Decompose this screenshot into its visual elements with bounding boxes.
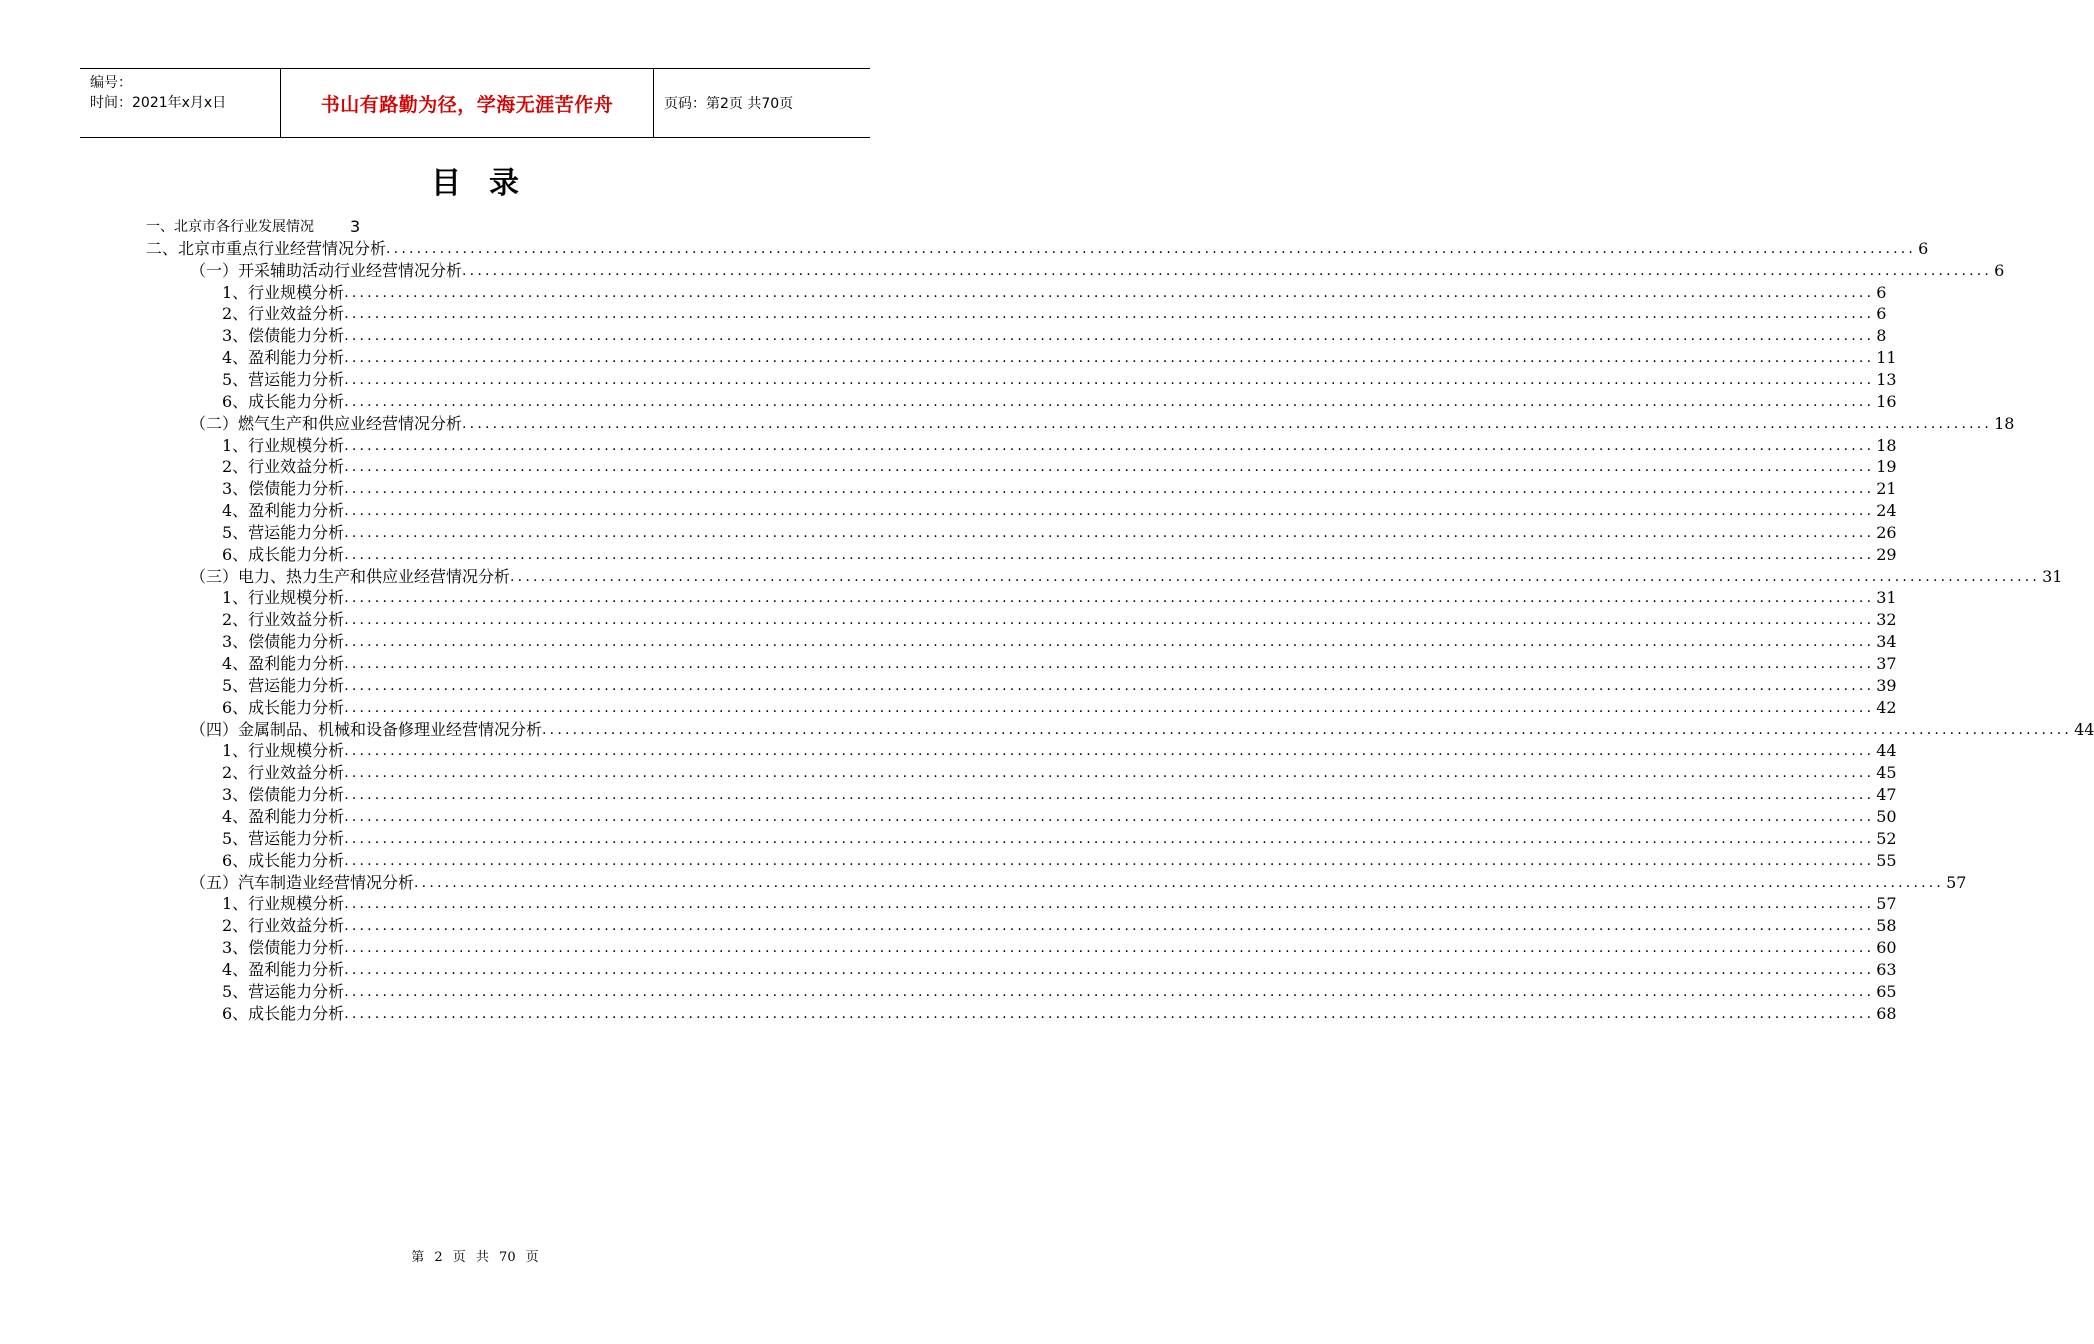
toc-entry[interactable] <box>222 828 1897 850</box>
toc-page-number: 18 <box>1876 435 1897 455</box>
toc-entry-title: 4、盈利能力分析 <box>222 348 345 368</box>
toc-leader-dots: ........................................................................................................................................................................................................ <box>344 546 1875 563</box>
toc-page-number: 31 <box>1876 588 1897 608</box>
toc-entry-title: 1、行业规模分析 <box>222 741 345 761</box>
header-page-info: 页码：第2页 共70页 <box>664 96 794 112</box>
toc-entry[interactable] <box>222 587 1897 609</box>
toc-page-number: 68 <box>1876 1003 1897 1023</box>
toc-leader-dots: ........................................................................................................................................................................................................ <box>344 393 1875 410</box>
header-meta <box>80 69 281 137</box>
toc-leader-dots: ........................................................................................................................................................................................................ <box>344 612 1875 629</box>
toc-leader-dots: ........................................................................................................................................................................................................ <box>344 437 1875 454</box>
toc-entry-title: 6、成长能力分析 <box>222 1003 345 1023</box>
toc-entry[interactable] <box>190 260 2005 282</box>
toc-entry-title: 3、偿债能力分析 <box>222 632 345 652</box>
toc-entry[interactable] <box>146 216 360 238</box>
toc-entry[interactable] <box>190 566 2063 588</box>
toc-entry[interactable] <box>222 959 1897 981</box>
toc-page-number: 6 <box>1876 304 1887 324</box>
toc-leader-dots: ........................................................................................................................................................................................................ <box>344 459 1875 476</box>
toc-page-number: 6 <box>1918 238 1929 258</box>
toc-entry-title: 1、行业规模分析 <box>222 588 345 608</box>
toc-page-number: 31 <box>2042 566 2063 586</box>
toc-entry[interactable] <box>190 719 2094 741</box>
toc-entry[interactable] <box>222 500 1897 522</box>
toc-page-number: 18 <box>1994 413 2015 433</box>
toc-entry-title: 2、行业效益分析 <box>222 457 345 477</box>
toc-page-number: 65 <box>1876 981 1897 1001</box>
page-footer: 第 2 页 共 70 页 <box>411 1250 539 1265</box>
toc-leader-dots: ........................................................................................................................................................................................................ <box>344 328 1875 345</box>
toc-entry[interactable] <box>222 522 1897 544</box>
toc-page-number: 19 <box>1876 457 1897 477</box>
page-header <box>80 68 870 138</box>
toc-leader-dots: ........................................................................................................................................................................................................ <box>344 656 1875 672</box>
toc-leader-dots: ........................................................................................................................................................................................................ <box>344 371 1875 388</box>
toc-leader-dots: ........................................................................................................................................................................................................ <box>344 284 1875 301</box>
toc-leader-dots: ........................................................................................................................................................................................................ <box>344 961 1875 978</box>
toc-entry[interactable] <box>222 456 1897 478</box>
toc-page-number: 63 <box>1876 959 1897 979</box>
toc-page-number: 6 <box>1876 282 1887 302</box>
toc-page-number: 52 <box>1876 828 1897 848</box>
toc-page-number: 39 <box>1876 675 1897 695</box>
toc-leader-dots: ........................................................................................................................................................................................................ <box>510 568 2041 585</box>
toc-leader-dots: ........................................................................................................................................................................................................ <box>344 918 1875 935</box>
toc-entry[interactable] <box>222 675 1897 697</box>
toc-entry[interactable] <box>222 806 1897 828</box>
toc-leader-dots: ........................................................................................................................................................................................................ <box>462 262 1993 279</box>
toc-page-number: 42 <box>1876 697 1897 717</box>
toc-entry-title: 3、偿债能力分析 <box>222 479 345 499</box>
toc-page-number: 32 <box>1876 610 1897 630</box>
page-title: 目录 <box>431 166 547 201</box>
toc-entry-title: （二）燃气生产和供应业经营情况分析 <box>190 413 463 433</box>
toc-page-number: 29 <box>1876 544 1897 564</box>
toc-leader-dots: ........................................................................................................................................................................................................ <box>344 808 1875 825</box>
toc-entry[interactable] <box>222 915 1897 937</box>
toc-entry-title: 3、偿债能力分析 <box>222 326 345 346</box>
toc-leader-dots: ........................................................................................................................................................................................................ <box>344 634 1875 651</box>
toc-entry-title: （三）电力、热力生产和供应业经营情况分析 <box>190 566 511 586</box>
toc-page-number: 45 <box>1876 763 1897 783</box>
toc-page-number: 24 <box>1876 501 1897 521</box>
toc-leader-dots: ........................................................................................................................................................................................................ <box>542 721 2073 738</box>
toc-leader-dots: ........................................................................................................................................................................................................ <box>344 503 1875 520</box>
toc-page-number: 58 <box>1876 916 1897 936</box>
toc-entry-title: 6、成长能力分析 <box>222 697 345 717</box>
toc-entry-title: 6、成长能力分析 <box>222 544 345 564</box>
toc-entry[interactable] <box>222 369 1897 391</box>
toc-page-number: 50 <box>1876 806 1897 826</box>
toc-entry-title: 2、行业效益分析 <box>222 763 345 783</box>
toc-page-number: 55 <box>1876 850 1897 870</box>
toc-page-number: 47 <box>1876 785 1897 805</box>
toc-leader-dots: ........................................................................................................................................................................................................ <box>344 787 1875 804</box>
toc-entry-title: （四）金属制品、机械和设备修理业经营情况分析 <box>190 719 543 739</box>
toc-leader-dots: ........................................................................................................................................................................................................ <box>344 765 1875 782</box>
toc-entry[interactable] <box>222 544 1897 566</box>
toc-leader-dots: ........................................................................................................................................................................................................ <box>462 415 1993 432</box>
toc-leader-dots: ........................................................................................................................................................................................................ <box>344 699 1875 716</box>
toc-entry[interactable] <box>190 413 2015 435</box>
toc-entry[interactable] <box>222 740 1897 762</box>
toc-entry-title: 4、盈利能力分析 <box>222 806 345 826</box>
toc-entry-title: 6、成长能力分析 <box>222 391 345 411</box>
toc-entry[interactable] <box>222 391 1897 413</box>
toc-page-number: 3 <box>350 217 361 236</box>
toc-page-number: 26 <box>1876 522 1897 542</box>
toc-entry[interactable] <box>222 347 1897 369</box>
toc-entry[interactable] <box>190 872 1967 894</box>
toc-entry-title: 5、营运能力分析 <box>222 981 345 1001</box>
toc-entry[interactable] <box>222 478 1897 500</box>
toc-entry[interactable] <box>222 653 1897 675</box>
toc-entry[interactable] <box>222 609 1897 631</box>
toc-page-number: 57 <box>1876 894 1897 914</box>
toc-entry-title: 1、行业规模分析 <box>222 435 345 455</box>
toc-page-number: 44 <box>1876 741 1897 761</box>
toc-page-number: 44 <box>2074 719 2094 739</box>
toc-leader-dots: ........................................................................................................................................................................................................ <box>344 830 1875 847</box>
toc-entry-title: 5、营运能力分析 <box>222 522 345 542</box>
toc-page-number: 34 <box>1876 632 1897 652</box>
toc-page-number: 13 <box>1876 369 1897 389</box>
toc-leader-dots: ........................................................................................................................................................................................................ <box>414 874 1945 891</box>
toc-entry-title: 2、行业效益分析 <box>222 916 345 936</box>
toc-leader-dots: ........................................................................................................................................................................................................ <box>344 350 1875 367</box>
toc-entry-title: 5、营运能力分析 <box>222 675 345 695</box>
toc-page-number: 6 <box>1994 260 2005 280</box>
toc-entry[interactable] <box>222 1003 1897 1025</box>
toc-entry-title: 3、偿债能力分析 <box>222 938 345 958</box>
toc-leader-dots: ........................................................................................................................................................................................................ <box>344 983 1875 1000</box>
toc-leader-dots: ........................................................................................................................................................................................................ <box>344 590 1875 607</box>
toc-entry-title: 6、成长能力分析 <box>222 850 345 870</box>
toc-entry[interactable] <box>222 850 1897 872</box>
toc-entry-title: 5、营运能力分析 <box>222 828 345 848</box>
toc-entry[interactable] <box>222 981 1897 1003</box>
toc-entry-title: 2、行业效益分析 <box>222 610 345 630</box>
toc-entry-title: 1、行业规模分析 <box>222 894 345 914</box>
toc-entry[interactable] <box>222 303 1887 325</box>
toc-entry-title: 一、北京市各行业发展情况 <box>146 219 314 235</box>
toc-entry-title: 3、偿债能力分析 <box>222 785 345 805</box>
toc-entry[interactable] <box>222 282 1887 304</box>
toc-leader-dots: ........................................................................................................................................................................................................ <box>344 1005 1875 1022</box>
toc-page-number: 60 <box>1876 938 1897 958</box>
toc-leader-dots: ........................................................................................................................................................................................................ <box>344 940 1875 957</box>
toc-entry[interactable] <box>222 784 1897 806</box>
toc-entry[interactable] <box>222 937 1897 959</box>
toc-entry-title: （一）开采辅助活动行业经营情况分析 <box>190 260 463 280</box>
toc-entry[interactable] <box>222 697 1897 719</box>
toc-entry[interactable] <box>146 238 1929 260</box>
toc-leader-dots: ........................................................................................................................................................................................................ <box>344 743 1875 760</box>
toc-entry[interactable] <box>222 435 1897 457</box>
toc-entry[interactable] <box>222 893 1897 915</box>
toc-page-number: 57 <box>1946 872 1967 892</box>
toc-entry-title: （五）汽车制造业经营情况分析 <box>190 872 415 892</box>
toc-entry-title: 4、盈利能力分析 <box>222 501 345 521</box>
toc-entry-title: 4、盈利能力分析 <box>222 959 345 979</box>
toc-entry-title: 1、行业规模分析 <box>222 282 345 302</box>
toc-leader-dots: ........................................................................................................................................................................................................ <box>344 896 1875 913</box>
toc-leader-dots: ........................................................................................................................................................................................................ <box>344 524 1875 541</box>
toc-page-number: 16 <box>1876 391 1897 411</box>
toc-leader-dots: ........................................................................................................................................................................................................ <box>344 677 1875 694</box>
toc-page-number: 37 <box>1876 654 1897 673</box>
toc-leader-dots: ........................................................................................................................................................................................................ <box>344 306 1875 323</box>
toc-page-number: 8 <box>1876 326 1887 346</box>
toc-leader-dots: ........................................................................................................................................................................................................ <box>344 852 1875 869</box>
toc-entry-title: 二、北京市重点行业经营情况分析 <box>146 238 387 258</box>
time-label: 时间：2021年x月x日 <box>90 95 227 111</box>
toc-page-number: 21 <box>1876 479 1897 499</box>
toc-leader-dots: ........................................................................................................................................................................................................ <box>344 481 1875 498</box>
number-label: 编号： <box>90 75 132 91</box>
toc-entry[interactable] <box>222 325 1887 347</box>
toc-entry-title: 5、营运能力分析 <box>222 369 345 389</box>
toc-leader-dots: ........................................................................................................................................................................................................ <box>386 240 1917 257</box>
toc-page-number: 11 <box>1876 348 1897 368</box>
toc-entry[interactable] <box>222 631 1897 653</box>
header-motto: 书山有路勤为径，学海无涯苦作舟 <box>281 69 654 137</box>
toc-entry-title: 4、盈利能力分析 <box>222 654 345 673</box>
toc-entry[interactable] <box>222 762 1897 784</box>
toc-entry-title: 2、行业效益分析 <box>222 304 345 324</box>
